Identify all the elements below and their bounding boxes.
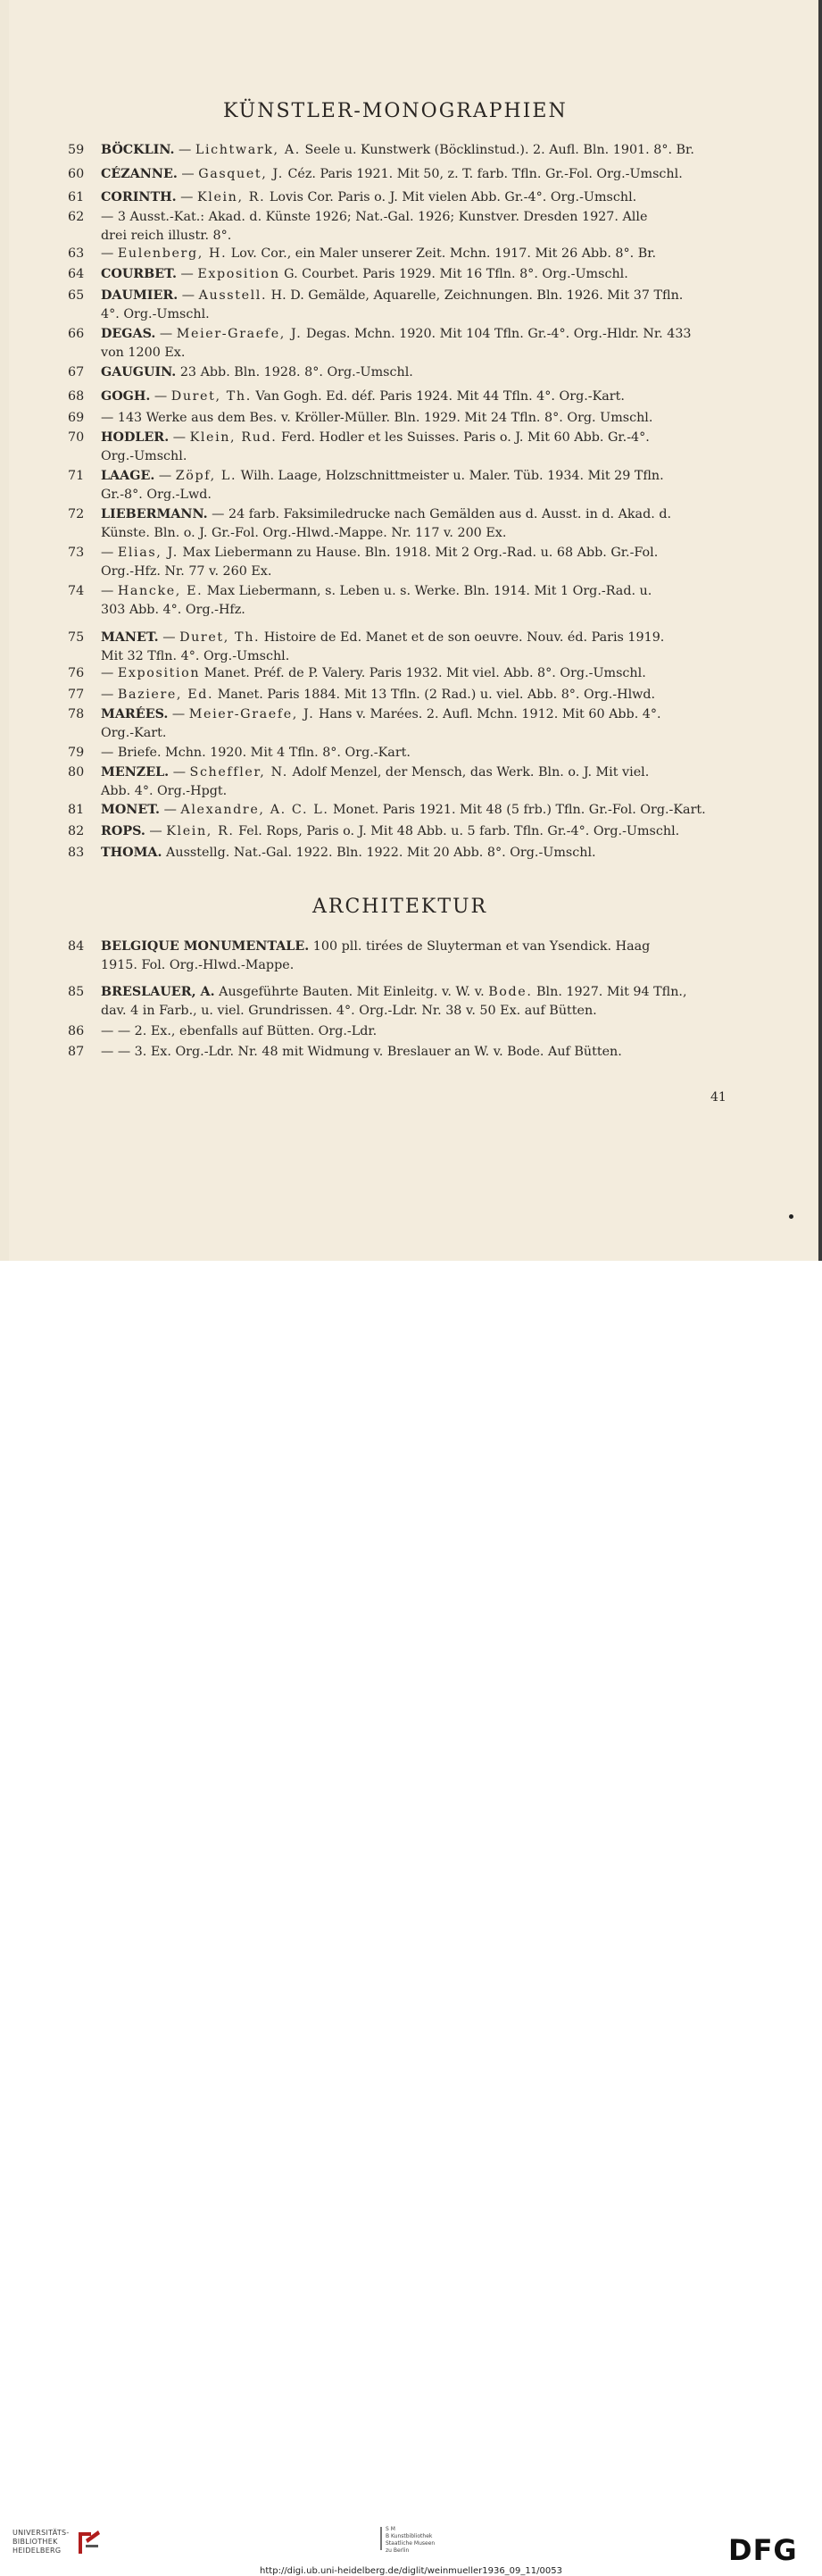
entry-heading: LIEBERMANN.: [101, 507, 208, 521]
entry-number: 72: [68, 507, 85, 521]
entry-segment: Wilh. Laage, Holzschnittmeister u. Maler. Tüb. 1934. Mit 29 Tfln.: [237, 469, 664, 483]
entry-author: Hancke, E.: [117, 584, 203, 598]
entry-line: [101, 227, 728, 246]
entry-text: [101, 822, 728, 841]
entry-segment: —: [101, 584, 118, 598]
entry-line: [101, 486, 728, 504]
entry-line: [101, 305, 728, 324]
entry-line: [101, 1002, 728, 1021]
entry-segment: Monet. Paris 1921. Mit 48 (5 frb.) Tfln. Gr.-Fol. Org.-Kart.: [328, 803, 706, 817]
entry-line: [101, 763, 728, 782]
entry-text: [101, 429, 728, 466]
entry-number: 79: [68, 746, 85, 760]
entry-segment: Céz. Paris 1921. Mit 50, z. T. farb. Tfln. Gr.-Fol. Org.-Umschl.: [283, 167, 683, 181]
entry-heading: DAUMIER.: [101, 288, 179, 303]
entry-author: Exposition: [117, 666, 201, 680]
entry-number: 81: [68, 803, 85, 817]
entry-number: 84: [68, 939, 85, 954]
entry-heading: HODLER.: [101, 430, 170, 445]
entry-line: [101, 1043, 728, 1062]
entry-author: Klein, R.: [197, 190, 266, 204]
entry-text: [101, 938, 728, 975]
entry-segment: —: [150, 389, 171, 404]
entry-number: 65: [68, 288, 85, 303]
entry-segment: Van Gogh. Ed. déf. Paris 1924. Mit 44 Tfln. 4°. Org.-Kart.: [251, 389, 625, 404]
entry-segment: Org.-Kart.: [101, 726, 167, 740]
entry-text: [101, 363, 728, 382]
entry-number: 82: [68, 824, 85, 838]
entry-line: [101, 388, 728, 406]
entry-text: [101, 388, 728, 406]
entry-author: Lichtwark, A.: [195, 143, 301, 157]
entry-text: [101, 265, 728, 284]
entry-line: [101, 344, 728, 363]
entry-line: [101, 265, 728, 284]
entry-text: [101, 467, 728, 504]
entry-text: [101, 686, 728, 704]
entry-line: [101, 447, 728, 466]
entry-author: Bode.: [488, 985, 533, 999]
scan-edge: [818, 0, 822, 1261]
entry-segment: Max Liebermann, s. Leben u. s. Werke. Bln. 1914. Mit 1 Org.-Rad. u.: [203, 584, 652, 598]
entry-segment: —: [168, 707, 189, 721]
entry-text: [101, 287, 728, 324]
entry-segment: Degas. Mchn. 1920. Mit 104 Tfln. Gr.-4°. Org.-Hldr. Nr. 433: [302, 327, 692, 341]
entry-text: [101, 582, 728, 620]
entry-segment: —: [145, 824, 167, 838]
entry-segment: Ausgeführte Bauten. Mit Einleitg. v. W. v.: [214, 985, 489, 999]
entry-segment: Künste. Bln. o. J. Gr.-Fol. Org.-Hlwd.-Mappe. Nr. 117 v. 200 Ex.: [101, 526, 507, 540]
entry-number: 83: [68, 846, 85, 860]
section-title-monographien: KÜNSTLER-MONOGRAPHIEN: [223, 100, 568, 122]
entry-author: Duret, Th.: [170, 389, 252, 404]
source-url[interactable]: http://digi.ub.uni-heidelberg.de/diglit/weinmueller1936_09_11/0053: [260, 2566, 562, 2576]
entry-text: [101, 165, 728, 184]
entry-line: [101, 686, 728, 704]
entry-heading: MANET.: [101, 630, 159, 645]
entry-line: [101, 983, 728, 1002]
entry-segment: —: [160, 803, 181, 817]
entry-line: [101, 524, 728, 543]
entry-segment: —: [169, 765, 190, 779]
entry-segment: —: [101, 688, 118, 702]
entry-number: 80: [68, 765, 85, 779]
entry-segment: —: [176, 190, 197, 204]
entry-segment: — 24 farb. Faksimiledrucke nach Gemälden aus d. Ausst. in d. Akad. d.: [207, 507, 672, 521]
entry-segment: Lov. Cor., ein Maler unserer Zeit. Mchn. 1917. Mit 26 Abb. 8°. Br.: [227, 246, 657, 261]
entry-number: 78: [68, 707, 85, 721]
entry-heading: THOMA.: [101, 846, 162, 860]
entry-author: Meier-Graefe, J.: [188, 707, 315, 721]
entry-heading: LAAGE.: [101, 469, 155, 483]
entry-segment: —: [174, 143, 195, 157]
entry-text: [101, 763, 728, 801]
entry-text: [101, 409, 728, 428]
entry-segment: Lovis Cor. Paris o. J. Mit vielen Abb. Gr.-4°. Org.-Umschl.: [265, 190, 637, 204]
entry-number: 75: [68, 630, 85, 645]
entry-heading: MONET.: [101, 803, 161, 817]
entry-line: [101, 801, 728, 820]
entry-segment: Max Liebermann zu Hause. Bln. 1918. Mit 2 Org.-Rad. u. 68 Abb. Gr.-Fol.: [178, 546, 659, 560]
entry-line: [101, 744, 728, 763]
entry-number: 60: [68, 167, 85, 181]
entry-number: 66: [68, 327, 85, 341]
entry-segment: Org.-Umschl.: [101, 449, 187, 463]
smb-logo-icon: [378, 2527, 384, 2550]
university-library-label[interactable]: UNIVERSITÄTS- BIBLIOTHEK HEIDELBERG: [12, 2529, 70, 2555]
entry-segment: — 143 Werke aus dem Bes. v. Kröller-Müller. Bln. 1929. Mit 24 Tfln. 8°. Org. Umschl.: [101, 411, 653, 425]
entry-text: [101, 325, 728, 363]
entry-line: [101, 208, 728, 227]
entry-line: [101, 822, 728, 841]
entry-line: [101, 664, 728, 683]
entry-number: 86: [68, 1024, 85, 1038]
entry-text: [101, 705, 728, 743]
entry-segment: G. Courbet. Paris 1929. Mit 16 Tfln. 8°. Org.-Umschl.: [279, 267, 628, 281]
entry-segment: —: [158, 630, 180, 645]
entry-segment: —: [101, 546, 118, 560]
entry-heading: MENZEL.: [101, 765, 170, 779]
entry-heading: CORINTH.: [101, 190, 177, 204]
entry-segment: Adolf Menzel, der Mensch, das Werk. Bln. o. J. Mit viel.: [287, 765, 650, 779]
entry-text: [101, 245, 728, 263]
entry-text: [101, 544, 728, 581]
entry-segment: — — 2. Ex., ebenfalls auf Bütten. Org.-Ldr.: [101, 1024, 378, 1038]
entry-segment: —: [101, 246, 118, 261]
entry-author: Duret, Th.: [179, 630, 261, 645]
scanned-page: [0, 0, 822, 1261]
entry-text: [101, 744, 728, 763]
entry-segment: Org.-Hfz. Nr. 77 v. 260 Ex.: [101, 564, 272, 579]
entry-segment: — Briefe. Mchn. 1920. Mit 4 Tfln. 8°. Org.-Kart.: [101, 746, 411, 760]
entry-segment: —: [155, 327, 177, 341]
entry-line: [101, 544, 728, 563]
entry-line: [101, 724, 728, 743]
entry-segment: von 1200 Ex.: [101, 346, 186, 360]
entry-line: [101, 844, 728, 863]
entry-line: [101, 188, 728, 207]
entry-author: Alexandre, A. C. L.: [180, 803, 329, 817]
entry-number: 64: [68, 267, 85, 281]
entry-segment: —: [177, 167, 199, 181]
entry-number: 87: [68, 1045, 85, 1059]
entry-line: [101, 782, 728, 801]
entry-segment: —: [176, 267, 198, 281]
entry-number: 76: [68, 666, 85, 680]
page-number: 41: [710, 1090, 727, 1105]
entry-author: Zöpf, L.: [175, 469, 237, 483]
section-title-architektur: ARCHITEKTUR: [312, 896, 488, 918]
entry-heading: ROPS.: [101, 824, 145, 838]
entry-text: [101, 1043, 728, 1062]
entry-segment: — — 3. Ex. Org.-Ldr. Nr. 48 mit Widmung v. Breslauer an W. v. Bode. Auf Bütten.: [101, 1045, 622, 1059]
entry-number: 69: [68, 411, 85, 425]
entry-segment: dav. 4 in Farb., u. viel. Grundrissen. 4°. Org.-Ldr. Nr. 38 v. 50 Ex. auf Bütten.: [101, 1004, 597, 1018]
entry-text: [101, 208, 728, 246]
entry-number: 70: [68, 430, 85, 445]
entry-line: [101, 601, 728, 620]
entry-line: [101, 467, 728, 486]
scan-mark: [789, 1214, 793, 1219]
entry-segment: Gr.-8°. Org.-Lwd.: [101, 488, 212, 502]
entry-segment: — 3 Ausst.-Kat.: Akad. d. Künste 1926; Nat.-Gal. 1926; Kunstver. Dresden 1927. Alle: [101, 210, 648, 224]
entry-number: 74: [68, 584, 85, 598]
entry-author: Eulenberg, H.: [117, 246, 228, 261]
entry-segment: Fel. Rops, Paris o. J. Mit 48 Abb. u. 5 farb. Tfln. Gr.-4°. Org.-Umschl.: [234, 824, 680, 838]
entry-heading: GAUGUIN.: [101, 365, 177, 379]
entry-text: [101, 141, 728, 160]
kunstbibliothek-label[interactable]: S M B Kunstbibliothek Staatliche Museen zu Berlin: [386, 2526, 436, 2554]
entry-number: 59: [68, 143, 85, 157]
entry-segment: drei reich illustr. 8°.: [101, 229, 232, 243]
entry-segment: 4°. Org.-Umschl.: [101, 307, 210, 321]
entry-heading: MARÉES.: [101, 707, 169, 721]
entry-segment: Histoire de Ed. Manet et de son oeuvre. Nouv. éd. Paris 1919.: [260, 630, 665, 645]
entry-segment: 303 Abb. 4°. Org.-Hfz.: [101, 603, 245, 617]
entry-line: [101, 325, 728, 344]
entry-text: [101, 505, 728, 543]
entry-author: Exposition: [197, 267, 280, 281]
entry-segment: H. D. Gemälde, Aquarelle, Zeichnungen. Bln. 1926. Mit 37 Tfln.: [267, 288, 684, 303]
entry-text: [101, 629, 728, 666]
entry-segment: Abb. 4°. Org.-Hpgt.: [101, 784, 228, 798]
entry-author: Klein, Rud.: [189, 430, 278, 445]
dfg-logo[interactable]: DFG: [728, 2533, 798, 2567]
entry-heading: BELGIQUE MONUMENTALE.: [101, 939, 310, 954]
entry-heading: BÖCKLIN.: [101, 143, 175, 157]
entry-heading: BRESLAUER, A.: [101, 985, 215, 999]
entry-line: [101, 429, 728, 447]
university-logo-icon[interactable]: [75, 2527, 104, 2557]
entry-segment: Manet. Préf. de P. Valery. Paris 1932. Mit viel. Abb. 8°. Org.-Umschl.: [200, 666, 646, 680]
entry-segment: 1915. Fol. Org.-Hlwd.-Mappe.: [101, 958, 295, 972]
entry-segment: —: [169, 430, 190, 445]
entry-segment: Bln. 1927. Mit 94 Tfln.,: [532, 985, 687, 999]
entry-segment: —: [154, 469, 176, 483]
entry-line: [101, 956, 728, 975]
entry-line: [101, 647, 728, 666]
entry-author: Scheffler, N.: [189, 765, 288, 779]
entry-text: [101, 664, 728, 683]
entry-line: [101, 629, 728, 647]
entry-heading: CÉZANNE.: [101, 167, 178, 181]
entry-number: 85: [68, 985, 85, 999]
entry-heading: COURBET.: [101, 267, 177, 281]
entry-segment: —: [178, 288, 199, 303]
entry-line: [101, 938, 728, 956]
entry-segment: Ausstellg. Nat.-Gal. 1922. Bln. 1922. Mit 20 Abb. 8°. Org.-Umschl.: [162, 846, 596, 860]
viewer-footer: [0, 1261, 822, 2576]
entry-segment: Hans v. Marées. 2. Aufl. Mchn. 1912. Mit 60 Abb. 4°.: [314, 707, 661, 721]
entry-line: [101, 245, 728, 263]
entry-number: 71: [68, 469, 85, 483]
entry-line: [101, 505, 728, 524]
entry-line: [101, 705, 728, 724]
entry-text: [101, 188, 728, 207]
entry-author: Baziere, Ed.: [117, 688, 214, 702]
entry-number: 77: [68, 688, 85, 702]
entry-segment: Seele u. Kunstwerk (Böcklinstud.). 2. Aufl. Bln. 1901. 8°. Br.: [300, 143, 694, 157]
entry-line: [101, 141, 728, 160]
entry-text: [101, 983, 728, 1021]
entry-line: [101, 165, 728, 184]
entry-heading: DEGAS.: [101, 327, 156, 341]
entry-number: 62: [68, 210, 85, 224]
entry-number: 73: [68, 546, 85, 560]
entry-line: [101, 1022, 728, 1041]
entry-line: [101, 287, 728, 305]
entry-author: Elias, J.: [117, 546, 179, 560]
entry-segment: Mit 32 Tfln. 4°. Org.-Umschl.: [101, 649, 290, 663]
entry-segment: Ferd. Hodler et les Suisses. Paris o. J. Mit 60 Abb. Gr.-4°.: [277, 430, 650, 445]
entry-text: [101, 1022, 728, 1041]
entry-segment: 100 pll. tirées de Sluyterman et van Ysendick. Haag: [309, 939, 651, 954]
entry-text: [101, 844, 728, 863]
entry-number: 67: [68, 365, 85, 379]
entry-number: 68: [68, 389, 85, 404]
entry-segment: —: [101, 666, 118, 680]
entry-line: [101, 363, 728, 382]
entry-author: Meier-Graefe, J.: [176, 327, 303, 341]
entry-heading: GOGH.: [101, 389, 151, 404]
entry-author: Gasquet, J.: [198, 167, 284, 181]
entry-line: [101, 563, 728, 581]
entry-segment: 23 Abb. Bln. 1928. 8°. Org.-Umschl.: [176, 365, 413, 379]
entry-line: [101, 582, 728, 601]
entry-segment: Manet. Paris 1884. Mit 13 Tfln. (2 Rad.) u. viel. Abb. 8°. Org.-Hlwd.: [213, 688, 656, 702]
entry-number: 63: [68, 246, 85, 261]
entry-text: [101, 801, 728, 820]
entry-author: Ausstell.: [198, 288, 268, 303]
catalog-page: [9, 0, 818, 1261]
entry-number: 61: [68, 190, 85, 204]
entry-author: Klein, R.: [166, 824, 235, 838]
entry-line: [101, 409, 728, 428]
